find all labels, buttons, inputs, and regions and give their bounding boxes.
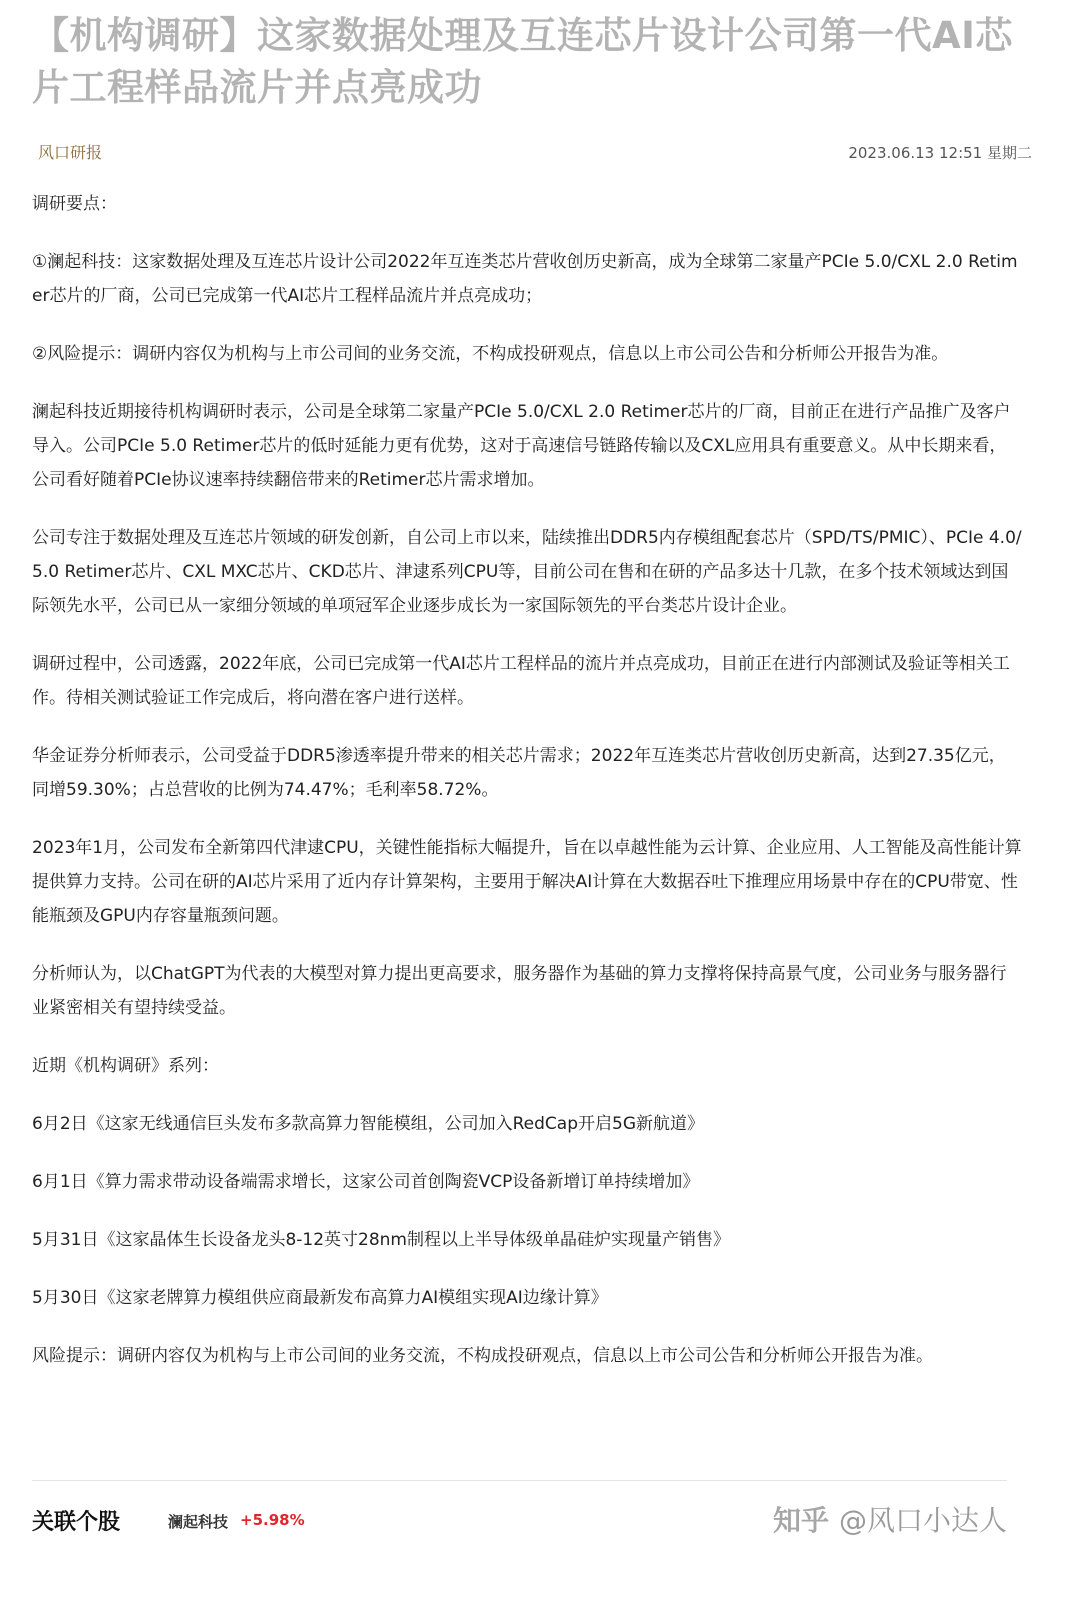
watermark	[773, 1499, 1007, 1539]
paragraph-point-1: ①澜起科技：这家数据处理及互连芯片设计公司2022年互连类芯片营收创历史新高，成为全球第二家量产PCIe 5.0/CXL 2.0 Retimer芯片的厂商，公司已完成第一代AI芯片工程样品流片并点亮成功；	[32, 252, 1018, 306]
risk-disclaimer: 风险提示：调研内容仅为机构与上市公司间的业务交流，不构成投研观点，信息以上市公司公告和分析师公开报告为准。	[32, 1346, 933, 1366]
article-body	[32, 187, 1022, 1397]
paragraph-research-points: 调研要点：	[32, 194, 117, 214]
paragraph: 澜起科技近期接待机构调研时表示，公司是全球第二家量产PCIe 5.0/CXL 2.0 Retimer芯片的厂商，目前正在进行产品推广及客户导入。公司PCIe 5.0 Retimer芯片的低时延能力更有优势，这对于高速信号链路传输以及CXL应用具有重要意义。从中长期来看，公司看好随着PCIe协议速率持续翻倍带来的Retimer芯片需求增加。	[32, 402, 1011, 490]
paragraph-point-2: ②风险提示：调研内容仅为机构与上市公司间的业务交流，不构成投研观点，信息以上市公司公告和分析师公开报告为准。	[32, 344, 949, 364]
article-source[interactable]: 风口研报	[38, 143, 103, 162]
article	[32, 0, 1032, 1366]
article-datetime: 2023.06.13 12:51 星期二	[848, 144, 1032, 162]
paragraph: 华金证券分析师表示，公司受益于DDR5渗透率提升带来的相关芯片需求；2022年互连类芯片营收创历史新高，达到27.35亿元，同增59.30%；占总营收的比例为74.47%；毛利率58.72%。	[32, 746, 1006, 800]
paragraph: 2023年1月，公司发布全新第四代津逮CPU，关键性能指标大幅提升，旨在以卓越性能为云计算、企业应用、人工智能及高性能计算提供算力支持。公司在研的AI芯片采用了近内存计算架构，主要用于解决AI计算在大数据吞吐下推理应用场景中存在的CPU带宽、性能瓶颈及GPU内存容量瓶颈问题。	[32, 838, 1022, 926]
stock-name[interactable]: 澜起科技	[168, 1513, 229, 1531]
related-stocks-title: 关联个股	[32, 1510, 121, 1535]
zhihu-logo: 知乎	[772, 1504, 829, 1537]
series-link[interactable]: 5月31日《这家晶体生长设备龙头8-12英寸28nm制程以上半导体级单晶硅炉实现量产销售》	[32, 1230, 730, 1250]
paragraph: 调研过程中，公司透露，2022年底，公司已完成第一代AI芯片工程样品的流片并点亮成功，目前正在进行内部测试及验证等相关工作。待相关测试验证工作完成后，将向潜在客户进行送样。	[32, 654, 1010, 708]
article-meta	[32, 136, 1032, 166]
series-link[interactable]: 5月30日《这家老牌算力模组供应商最新发布高算力AI模组实现AI边缘计算》	[32, 1288, 608, 1308]
article-title: 【机构调研】这家数据处理及互连芯片设计公司第一代AI芯片工程样品流片并点亮成功	[32, 14, 1013, 109]
series-link[interactable]: 6月2日《这家无线通信巨头发布多款高算力智能模组，公司加入RedCap开启5G新航道》	[32, 1114, 704, 1134]
paragraph: 公司专注于数据处理及互连芯片领域的研发创新，自公司上市以来，陆续推出DDR5内存模组配套芯片（SPD/TS/PMIC）、PCIe 4.0/5.0 Retimer芯片、CXL MXC芯片、CKD芯片、津逮系列CPU等，目前公司在售和在研的产品多达十几款，在多个技术领域达到国际领先水平，公司已从一家细分领域的单项冠军企业逐步成长为一家国际领先的平台类芯片设计企业。	[32, 528, 1022, 616]
paragraph: 分析师认为，以ChatGPT为代表的大模型对算力提出更高要求，服务器作为基础的算力支撑将保持高景气度，公司业务与服务器行业紧密相关有望持续受益。	[32, 964, 1007, 1018]
watermark-author: @风口小达人	[838, 1504, 1007, 1537]
series-heading: 近期《机构调研》系列：	[32, 1056, 219, 1076]
stock-change: +5.98%	[240, 1511, 305, 1529]
series-link[interactable]: 6月1日《算力需求带动设备端需求增长，这家公司首创陶瓷VCP设备新增订单持续增加》	[32, 1172, 700, 1192]
related-stocks	[32, 1480, 1007, 1618]
